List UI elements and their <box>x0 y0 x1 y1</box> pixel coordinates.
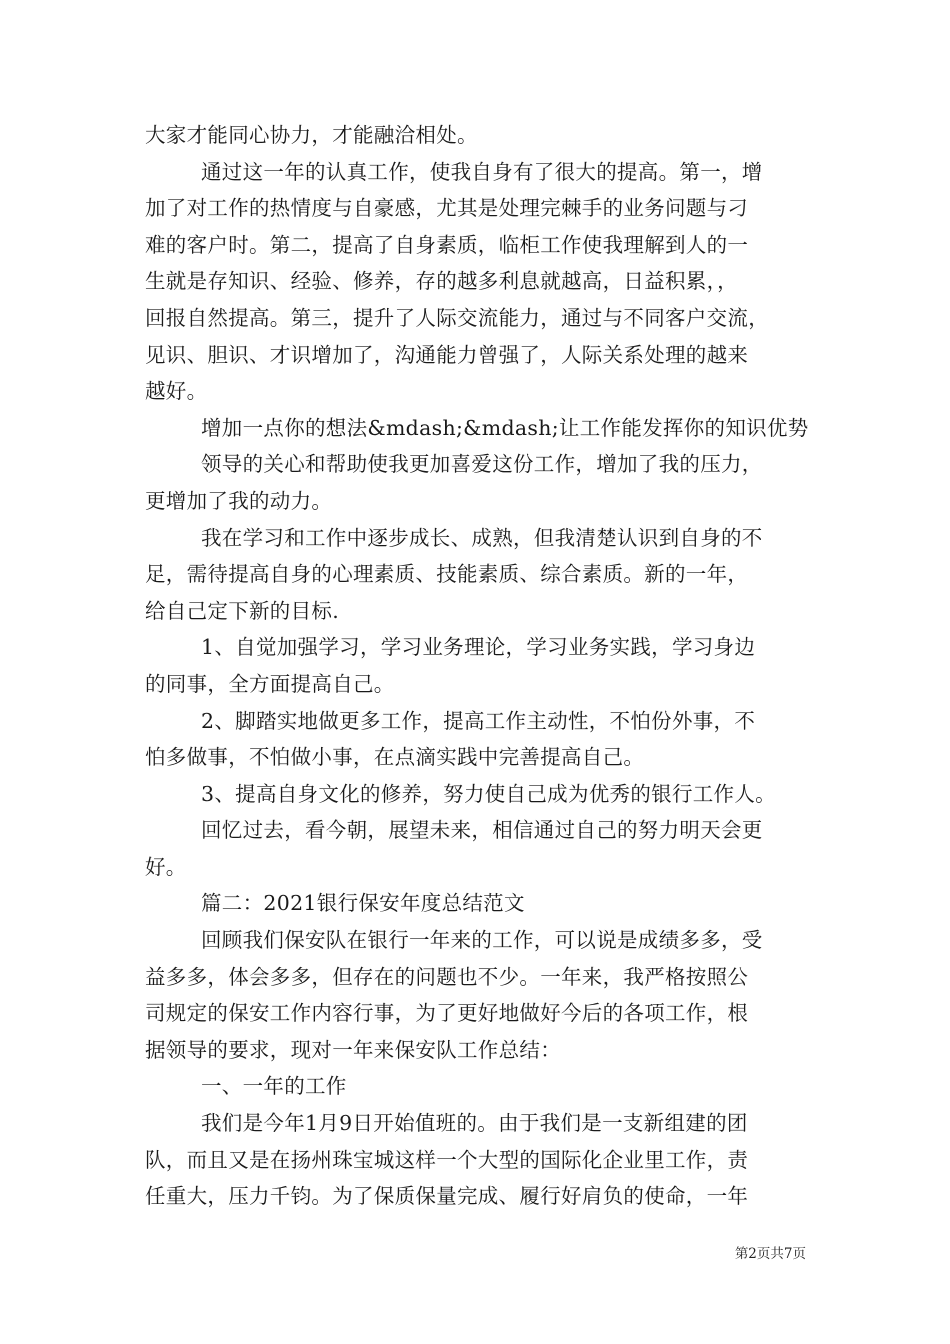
paragraph-start: 通过这一年的认真工作，使我自身有了很大的提高。第一，增 <box>201 159 763 184</box>
text-line: 任重大，压力千钧。为了保质保量完成、履行好肩负的使命，一年 <box>145 1184 749 1209</box>
text-line: 给自己定下新的目标. <box>145 598 340 623</box>
text-line: 难的客户时。第二，提高了自身素质，临柜工作使我理解到人的一 <box>145 232 749 257</box>
paragraph-start: 增加一点你的想法&mdash;&mdash;让工作能发挥你的知识优势 <box>201 415 809 440</box>
text-line: 加了对工作的热情度与自豪感，尤其是处理完棘手的业务问题与刁 <box>145 196 749 221</box>
text-line: 越好。 <box>145 379 208 404</box>
paragraph-start: 领导的关心和帮助使我更加喜爱这份工作，增加了我的压力， <box>201 452 763 477</box>
list-item-3: 3、提高自身文化的修养，努力使自己成为优秀的银行工作人。 <box>201 781 776 806</box>
text-line: 司规定的保安工作内容行事，为了更好地做好今后的各项工作，根 <box>145 1001 749 1026</box>
document-body <box>145 117 810 1215</box>
text-line: 更增加了我的动力。 <box>145 488 333 513</box>
text-line: 据领导的要求，现对一年来保安队工作总结： <box>145 1037 561 1062</box>
paragraph-start: 回顾我们保安队在银行一年来的工作，可以说是成绩多多，受 <box>201 928 763 953</box>
text-line: 生就是存知识、经验、修养，存的越多利息就越高，日益积累，， <box>145 269 738 294</box>
text-line: 足，需待提高自身的心理素质、技能素质、综合素质。新的一年， <box>145 562 749 587</box>
text-line: 益多多，体会多多，但存在的问题也不少。一年来，我严格按照公 <box>145 964 749 989</box>
section-heading: 篇二：2021银行保安年度总结范文 <box>201 891 525 916</box>
text-line: 怕多做事，不怕做小事，在点滴实践中完善提高自己。 <box>145 745 645 770</box>
text-line: 回报自然提高。第三，提升了人际交流能力，通过与不同客户交流， <box>145 305 769 330</box>
paragraph-start: 回忆过去，看今朝，展望未来，相信通过自己的努力明天会更 <box>201 818 763 843</box>
paragraph-start: 我在学习和工作中逐步成长、成熟，但我清楚认识到自身的不 <box>201 525 763 550</box>
text-line: 见识、胆识、才识增加了，沟通能力曾强了，人际关系处理的越来 <box>145 342 749 367</box>
subsection-heading: 一、一年的工作 <box>201 1074 347 1099</box>
page-number: 第2页共7页 <box>734 1246 806 1262</box>
text-line: 大家才能同心协力，才能融洽相处。 <box>145 123 478 147</box>
list-item-2: 2、脚踏实地做更多工作，提高工作主动性，不怕份外事，不 <box>201 708 756 733</box>
paragraph-start: 我们是今年1月9日开始值班的。由于我们是一支新组建的团 <box>201 1111 748 1136</box>
text-line: 好。 <box>145 854 187 879</box>
text-line: 的同事，全方面提高自己。 <box>145 671 395 696</box>
text-line: 队，而且又是在扬州珠宝城这样一个大型的国际化企业里工作，责 <box>145 1147 749 1172</box>
list-item-1: 1、自觉加强学习，学习业务理论，学习业务实践，学习身边 <box>201 635 756 660</box>
